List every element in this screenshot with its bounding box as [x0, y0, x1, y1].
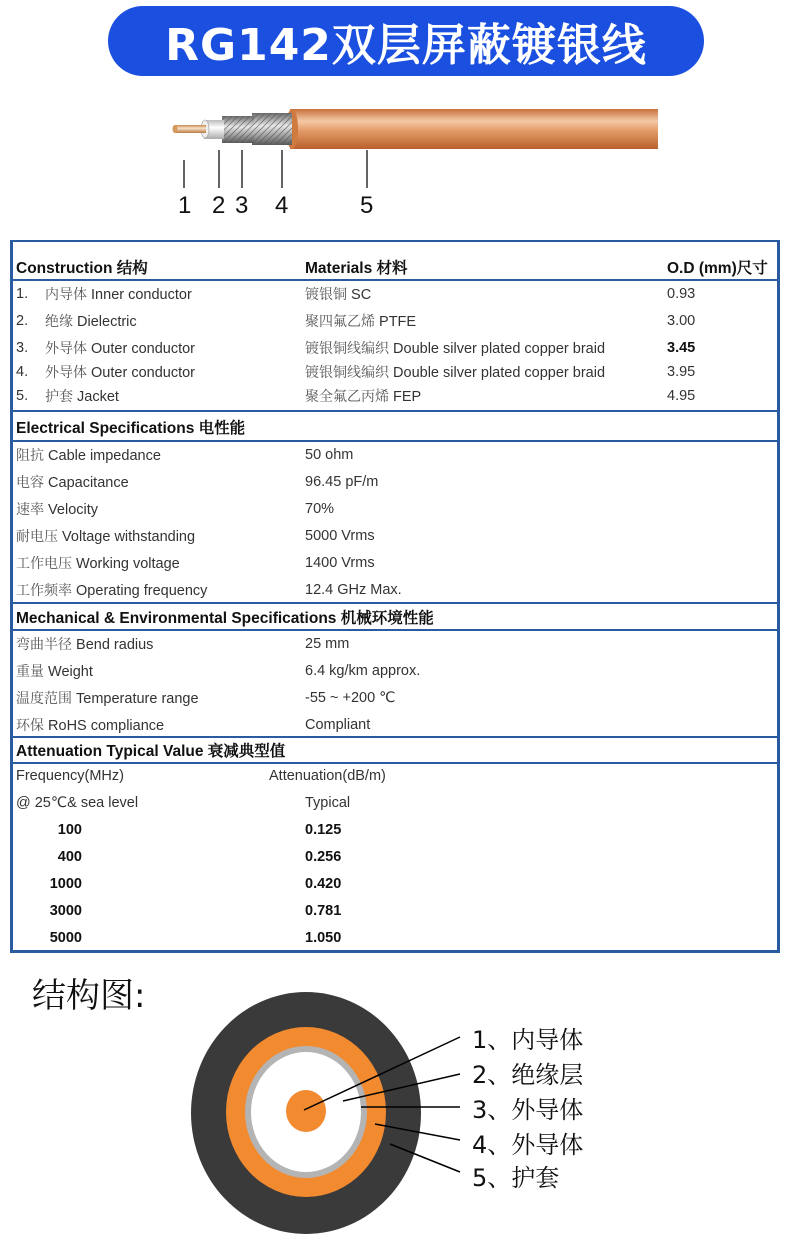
spec-cn: 工作频率 [16, 583, 72, 599]
spec-en: Voltage withstanding [62, 529, 196, 545]
spec-value: 70% [305, 501, 335, 517]
od-value: 0.93 [667, 286, 696, 302]
construction-row [13, 335, 777, 361]
material-cn: 聚全氟乙丙烯 [305, 389, 389, 405]
attenuation-value: 1.050 [305, 930, 342, 946]
row-number: 3. [16, 340, 29, 356]
attenuation-header-row [13, 737, 777, 763]
spec-value: Compliant [305, 717, 371, 733]
row-number: 5. [16, 388, 29, 404]
construction-header: Construction 结构 [16, 260, 148, 277]
attenuation-value: 0.781 [305, 903, 342, 919]
material-en: SC [351, 287, 372, 303]
spec-cn: 弯曲半径 [16, 637, 72, 653]
attenuation-condition-row [13, 790, 777, 816]
spec-cn: 电容 [16, 475, 44, 491]
od-header: O.D (mm)尺寸 [667, 260, 768, 277]
material-en: PTFE [379, 314, 417, 330]
spec-en: RoHS compliance [48, 718, 165, 734]
diagram-label-jacket: 5、护套 [472, 1164, 560, 1192]
component-en: Inner conductor [91, 287, 192, 303]
construction-row [13, 281, 777, 307]
mechanical-row [13, 712, 777, 738]
mechanical-header: Mechanical & Environmental Specifications 机械环境性能 [16, 610, 434, 627]
spec-value: 25 mm [305, 636, 350, 652]
spec-cn: 速率 [16, 502, 44, 518]
frequency-value: 100 [57, 822, 82, 838]
od-value: 3.00 [667, 313, 696, 329]
frequency-value: 3000 [49, 903, 82, 919]
cable-illustration [0, 80, 790, 230]
attenuation-column-header: Attenuation(dB/m) [269, 768, 386, 784]
electrical-row [13, 442, 777, 468]
spec-en: Working voltage [76, 556, 180, 572]
diagram-label-dielectric: 2、绝缘层 [472, 1061, 584, 1089]
material-cn: 聚四氟乙烯 [305, 314, 375, 330]
construction-header-row [13, 254, 777, 280]
spec-value: -55 ~ +200 ℃ [305, 690, 396, 706]
spec-cn: 环保 [16, 718, 44, 734]
spec-value: 12.4 GHz Max. [305, 582, 402, 598]
spec-en: Weight [48, 664, 93, 680]
component-cn: 外导体 [45, 341, 87, 357]
component-cn: 护套 [45, 389, 73, 405]
spec-cn: 温度范围 [16, 691, 72, 707]
attenuation-row [13, 925, 777, 951]
frequency-value: 5000 [49, 930, 82, 946]
od-value: 3.95 [667, 364, 696, 380]
component-en: Jacket [77, 389, 119, 405]
component-cn: 绝缘 [45, 314, 73, 330]
row-number: 2. [16, 313, 29, 329]
attenuation-value: 0.256 [305, 849, 342, 865]
attenuation-row [13, 817, 777, 843]
component-cn: 外导体 [45, 365, 87, 381]
materials-header: Materials 材料 [305, 260, 408, 277]
diagram-label-outer-conductor-1: 3、外导体 [472, 1096, 584, 1124]
spec-cn: 耐电压 [16, 529, 58, 545]
spec-cn: 阻抗 [16, 448, 44, 464]
divider [13, 410, 777, 412]
mechanical-header-row [13, 604, 777, 630]
row-number: 1. [16, 286, 29, 302]
attenuation-row [13, 871, 777, 897]
material-en: Double silver plated copper braid [393, 341, 606, 357]
attenuation-value: 0.125 [305, 822, 342, 838]
spec-en: Bend radius [76, 637, 154, 653]
spec-en: Operating frequency [76, 583, 208, 599]
callout-1: 1 [178, 192, 192, 219]
diagram-label-outer-conductor-2: 4、外导体 [472, 1131, 584, 1159]
spec-value: 96.45 pF/m [305, 474, 379, 490]
electrical-header: Electrical Specifications 电性能 [16, 420, 246, 437]
callout-3: 3 [235, 192, 249, 219]
attenuation-value: 0.420 [305, 876, 342, 892]
electrical-row [13, 550, 777, 576]
construction-row [13, 383, 777, 409]
spec-value: 5000 Vrms [305, 528, 375, 544]
attenuation-header: Attenuation Typical Value 衰减典型值 [16, 743, 286, 760]
callout-5: 5 [360, 192, 374, 219]
diagram-label-inner-conductor: 1、内导体 [472, 1026, 584, 1054]
spec-value: 6.4 kg/km approx. [305, 663, 421, 679]
mechanical-row [13, 631, 777, 657]
spec-value: 50 ohm [305, 447, 354, 463]
attenuation-row [13, 898, 777, 924]
component-en: Dielectric [77, 314, 137, 330]
electrical-row [13, 496, 777, 522]
spec-en: Capacitance [48, 475, 129, 491]
electrical-row [13, 577, 777, 603]
spec-en: Velocity [48, 502, 99, 518]
callout-2: 2 [212, 192, 226, 219]
spec-cn: 重量 [16, 664, 44, 680]
spec-en: Cable impedance [48, 448, 161, 464]
attenuation-col-header-row [13, 763, 777, 789]
material-cn: 镀银铜线编织 [305, 365, 389, 381]
material-en: Double silver plated copper braid [393, 365, 606, 381]
electrical-header-row [13, 414, 777, 440]
material-en: FEP [393, 389, 422, 405]
callout-4: 4 [275, 192, 289, 219]
condition-label: @ 25℃& sea level [16, 795, 139, 811]
frequency-column-header: Frequency(MHz) [16, 768, 124, 784]
spec-table [10, 240, 780, 953]
spec-value: 1400 Vrms [305, 555, 375, 571]
construction-row [13, 308, 777, 334]
row-number: 4. [16, 364, 29, 380]
construction-row [13, 359, 777, 385]
typical-label: Typical [305, 795, 351, 811]
page-title: RG142双层屏蔽镀银线 [108, 6, 704, 76]
frequency-value: 400 [57, 849, 82, 865]
frequency-value: 1000 [49, 876, 82, 892]
od-value: 4.95 [667, 388, 696, 404]
electrical-row [13, 523, 777, 549]
material-cn: 镀银铜 [305, 287, 347, 303]
component-en: Outer conductor [91, 341, 196, 357]
od-value: 3.45 [667, 340, 696, 356]
material-cn: 镀银铜线编织 [305, 341, 389, 357]
spec-en: Temperature range [76, 691, 199, 707]
electrical-row [13, 469, 777, 495]
cross-section-diagram [0, 990, 790, 1247]
mechanical-row [13, 658, 777, 684]
mechanical-row [13, 685, 777, 711]
spec-cn: 工作电压 [16, 556, 72, 572]
component-en: Outer conductor [91, 365, 196, 381]
component-cn: 内导体 [45, 287, 87, 303]
structure-title: 结构图: [32, 976, 146, 1016]
attenuation-row [13, 844, 777, 870]
